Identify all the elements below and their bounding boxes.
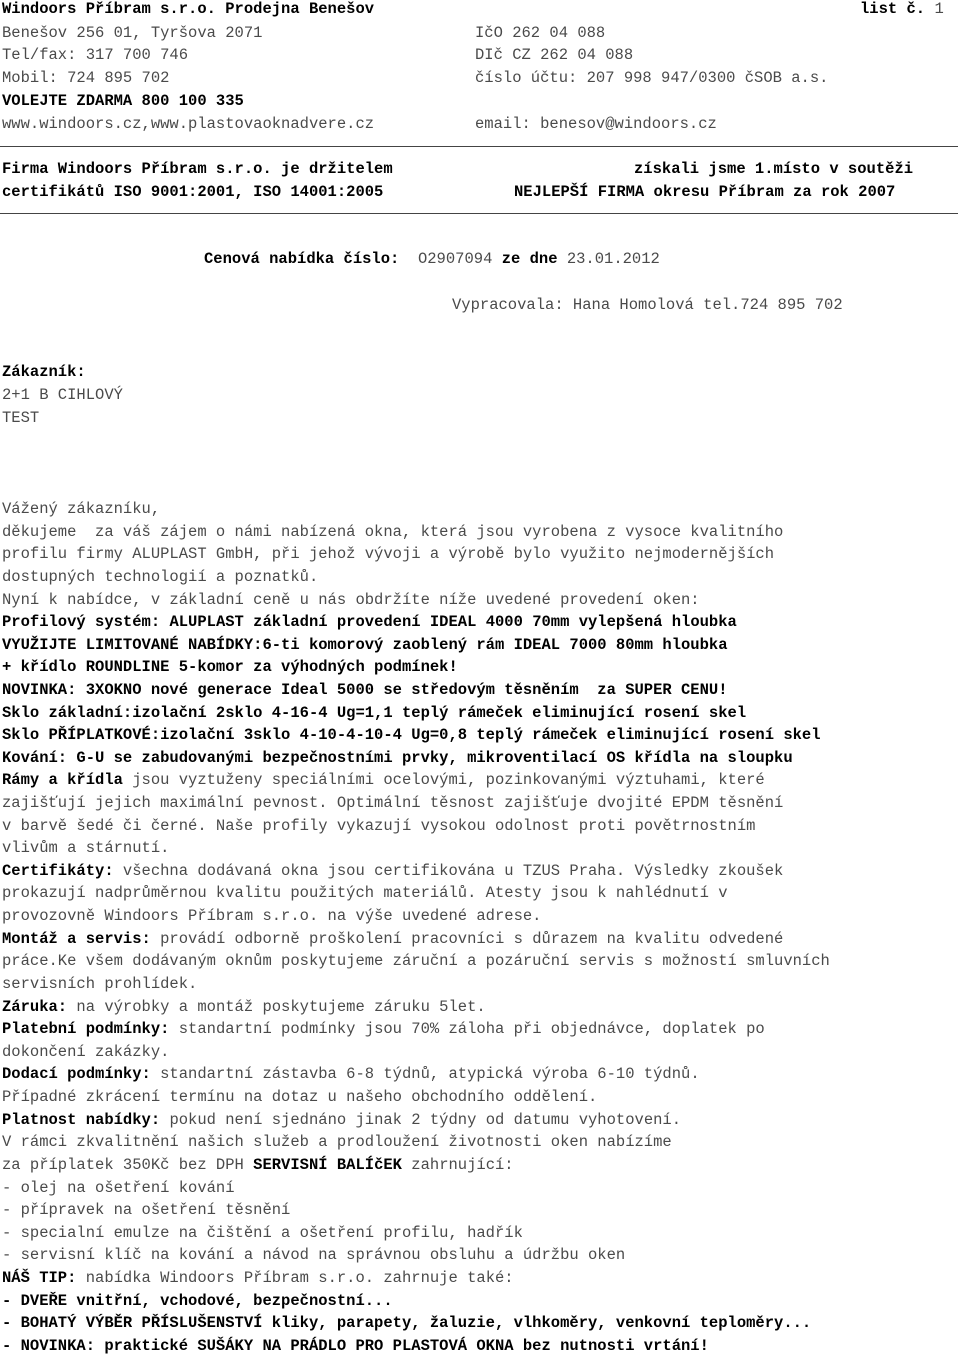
payment-line2: dokončení zakázky. — [2, 1043, 170, 1061]
customer-line2: TEST — [2, 409, 40, 427]
certificates-line3: provozovně Windoors Příbram s.r.o. na výše uvedené adrese. — [2, 907, 542, 925]
page-label: list č. 1 — [860, 0, 944, 18]
montage-line1: Montáž a servis: provádí odborně proškolení pracovníci s důrazem na kvalitu odvedené — [2, 930, 784, 948]
freecall: VOLEJTE ZDARMA 800 100 335 — [2, 92, 244, 110]
tip-item: - BOHATÝ VÝBĚR PŘÍSLUŠENSTVÍ kliky, parapety, žaluzie, vlhkoměry, venkovní teploměry... — [2, 1314, 812, 1332]
glass-premium: Sklo PŘÍPLATKOVÉ:izolační 3sklo 4-10-4-10-4 Ug=0,8 teplý rámeček eliminující rosení skel — [2, 726, 821, 744]
dic: DIč CZ 262 04 088 — [475, 46, 634, 64]
validity: Platnost nabídky: pokud není sjednáno jinak 2 týdny od datumu vyhotovení. — [2, 1111, 682, 1129]
address: Benešov 256 01, Tyršova 2071 — [2, 24, 263, 42]
certificates-line1: Certifikáty: všechna dodávaná okna jsou certifikována u TZUS Praha. Výsledky zkoušek — [2, 862, 784, 880]
award-line1: získali jsme 1.místo v soutěži — [634, 160, 914, 178]
intro-line2: profilu firmy ALUPLAST GmbH, při jehož vývoji a výrobě bylo využito nejmodernějších — [2, 545, 775, 563]
divider — [0, 213, 958, 214]
divider — [0, 146, 958, 147]
montage-line3: servisních prohlídek. — [2, 975, 198, 993]
offer-label: Cenová nabídka číslo: — [204, 250, 400, 268]
intro-line3: dostupných technologií a poznatků. — [2, 568, 319, 586]
service-item: - specialní emulze na čištění a ošetření profilu, hadřík — [2, 1224, 523, 1242]
offer-date: 23.01.2012 — [566, 250, 660, 268]
cert-holder-line2: certifikátů ISO 9001:2001, ISO 14001:2005 — [2, 183, 384, 201]
prepared-by: Vypracovala: Hana Homolová tel.724 895 702 — [452, 296, 843, 314]
delivery-line1: Dodací podmínky: standartní zástavba 6-8 týdnů, atypická výroba 6-10 týdnů. — [2, 1065, 700, 1083]
award-line2: NEJLEPŠÍ FIRMA okresu Příbram za rok 2007 — [514, 183, 896, 201]
intro-line1: děkujeme za váš zájem o námi nabízená okna, která jsou vyrobena z vysoce kvalitního — [2, 523, 784, 541]
offer-now: Nyní k nabídce, v základní ceně u nás obdržíte níže uvedené provedení oken: — [2, 591, 700, 609]
customer-line1: 2+1 B CIHLOVÝ — [2, 386, 123, 404]
email-link[interactable]: email: benesov@windoors.cz — [475, 115, 717, 133]
service-item: - servisní klíč na kování a návod na správnou obsluhu a údržbu oken — [2, 1246, 626, 1264]
website-link[interactable]: www.windoors.cz,www.plastovaoknadvere.cz — [2, 115, 375, 133]
frames-line1: Rámy a křídla jsou vyztuženy speciálními ocelovými, pozinkovanými výztuhami, které — [2, 771, 765, 789]
customer-label: Zákazník: — [2, 363, 86, 381]
service-item: - olej na ošetření kování — [2, 1179, 235, 1197]
montage-line2: práce.Ke všem dodávaným oknům poskytujeme záruční a pozáruční servis s možností smluvních — [2, 952, 830, 970]
frames-line2: zajišťují jejich maximální pevnost. Optimální těsnost zajišťuje dvojité EPDM těsnění — [2, 794, 784, 812]
offer-date-label: ze dne — [501, 250, 558, 268]
payment-line1: Platební podmínky: standartní podmínky jsou 70% záloha při objednávce, doplatek po — [2, 1020, 765, 1038]
tip-item: - DVEŘE vnitřní, vchodové, bezpečnostní... — [2, 1292, 393, 1310]
limited-offer-line2: + křídlo ROUNDLINE 5-komor za výhodných podmínek! — [2, 658, 458, 676]
tip-line: NÁŠ TIP: nabídka Windoors Příbram s.r.o. zahrnuje také: — [2, 1269, 514, 1287]
company-name: Windoors Příbram s.r.o. Prodejna Benešov — [2, 0, 375, 18]
phone: Tel/fax: 317 700 746 — [2, 46, 189, 64]
warranty: Záruka: na výrobky a montáž poskytujeme záruku 5let. — [2, 998, 486, 1016]
delivery-line2: Případné zkrácení termínu na dotaz u našeho obchodního oddělení. — [2, 1088, 598, 1106]
tip-item: - NOVINKA: praktické SUŠÁKY NA PRÁDLO PRO PLASTOVÁ OKNA bez nutnosti vrtání! — [2, 1337, 709, 1355]
service-item: - přípravek na ošetření těsnění — [2, 1201, 291, 1219]
service-line1: V rámci zkvalitnění našich služeb a prodloužení životnosti oken nabízíme — [2, 1133, 672, 1151]
page-number: 1 — [934, 0, 944, 18]
limited-offer-line1: VYUŽIJTE LIMITOVANÉ NABÍDKY:6-ti komorový zaoblený rám IDEAL 7000 80mm hloubka — [2, 636, 728, 654]
novinka: NOVINKA: 3XOKNO nové generace Ideal 5000 se středovým těsněním za SUPER CENU! — [2, 681, 728, 699]
offer-number: O2907094 — [417, 250, 493, 268]
ico: IčO 262 04 088 — [475, 24, 606, 42]
frames-line3: v barvě šedé či černé. Naše profily vykazují vysokou odolnost proti povětrnostním — [2, 817, 756, 835]
service-line2: za příplatek 350Kč bez DPH SERVISNÍ BALÍčEK zahrnující: — [2, 1156, 514, 1174]
profile-system: Profilový systém: ALUPLAST základní provedení IDEAL 4000 70mm vylepšená hloubka — [2, 613, 737, 631]
certificates-line2: prokazují nadprůměrnou kvalitu použitých materiálů. Atesty jsou k nahlédnutí v — [2, 884, 728, 902]
bank-account: číslo účtu: 207 998 947/0300 čSOB a.s. — [475, 69, 829, 87]
glass-basic: Sklo základní:izolační 2sklo 4-16-4 Ug=1,1 teplý rámeček eliminující rosení skel — [2, 704, 747, 722]
mobile: Mobil: 724 895 702 — [2, 69, 170, 87]
hardware: Kování: G-U se zabudovanými bezpečnostními prvky, mikroventilací OS křídla na sloupku — [2, 749, 793, 767]
greeting: Vážený zákazníku, — [2, 500, 161, 518]
cert-holder-line1: Firma Windoors Příbram s.r.o. je držitelem — [2, 160, 393, 178]
offer-line — [204, 248, 660, 270]
frames-line4: vlivům a stárnutí. — [2, 839, 170, 857]
